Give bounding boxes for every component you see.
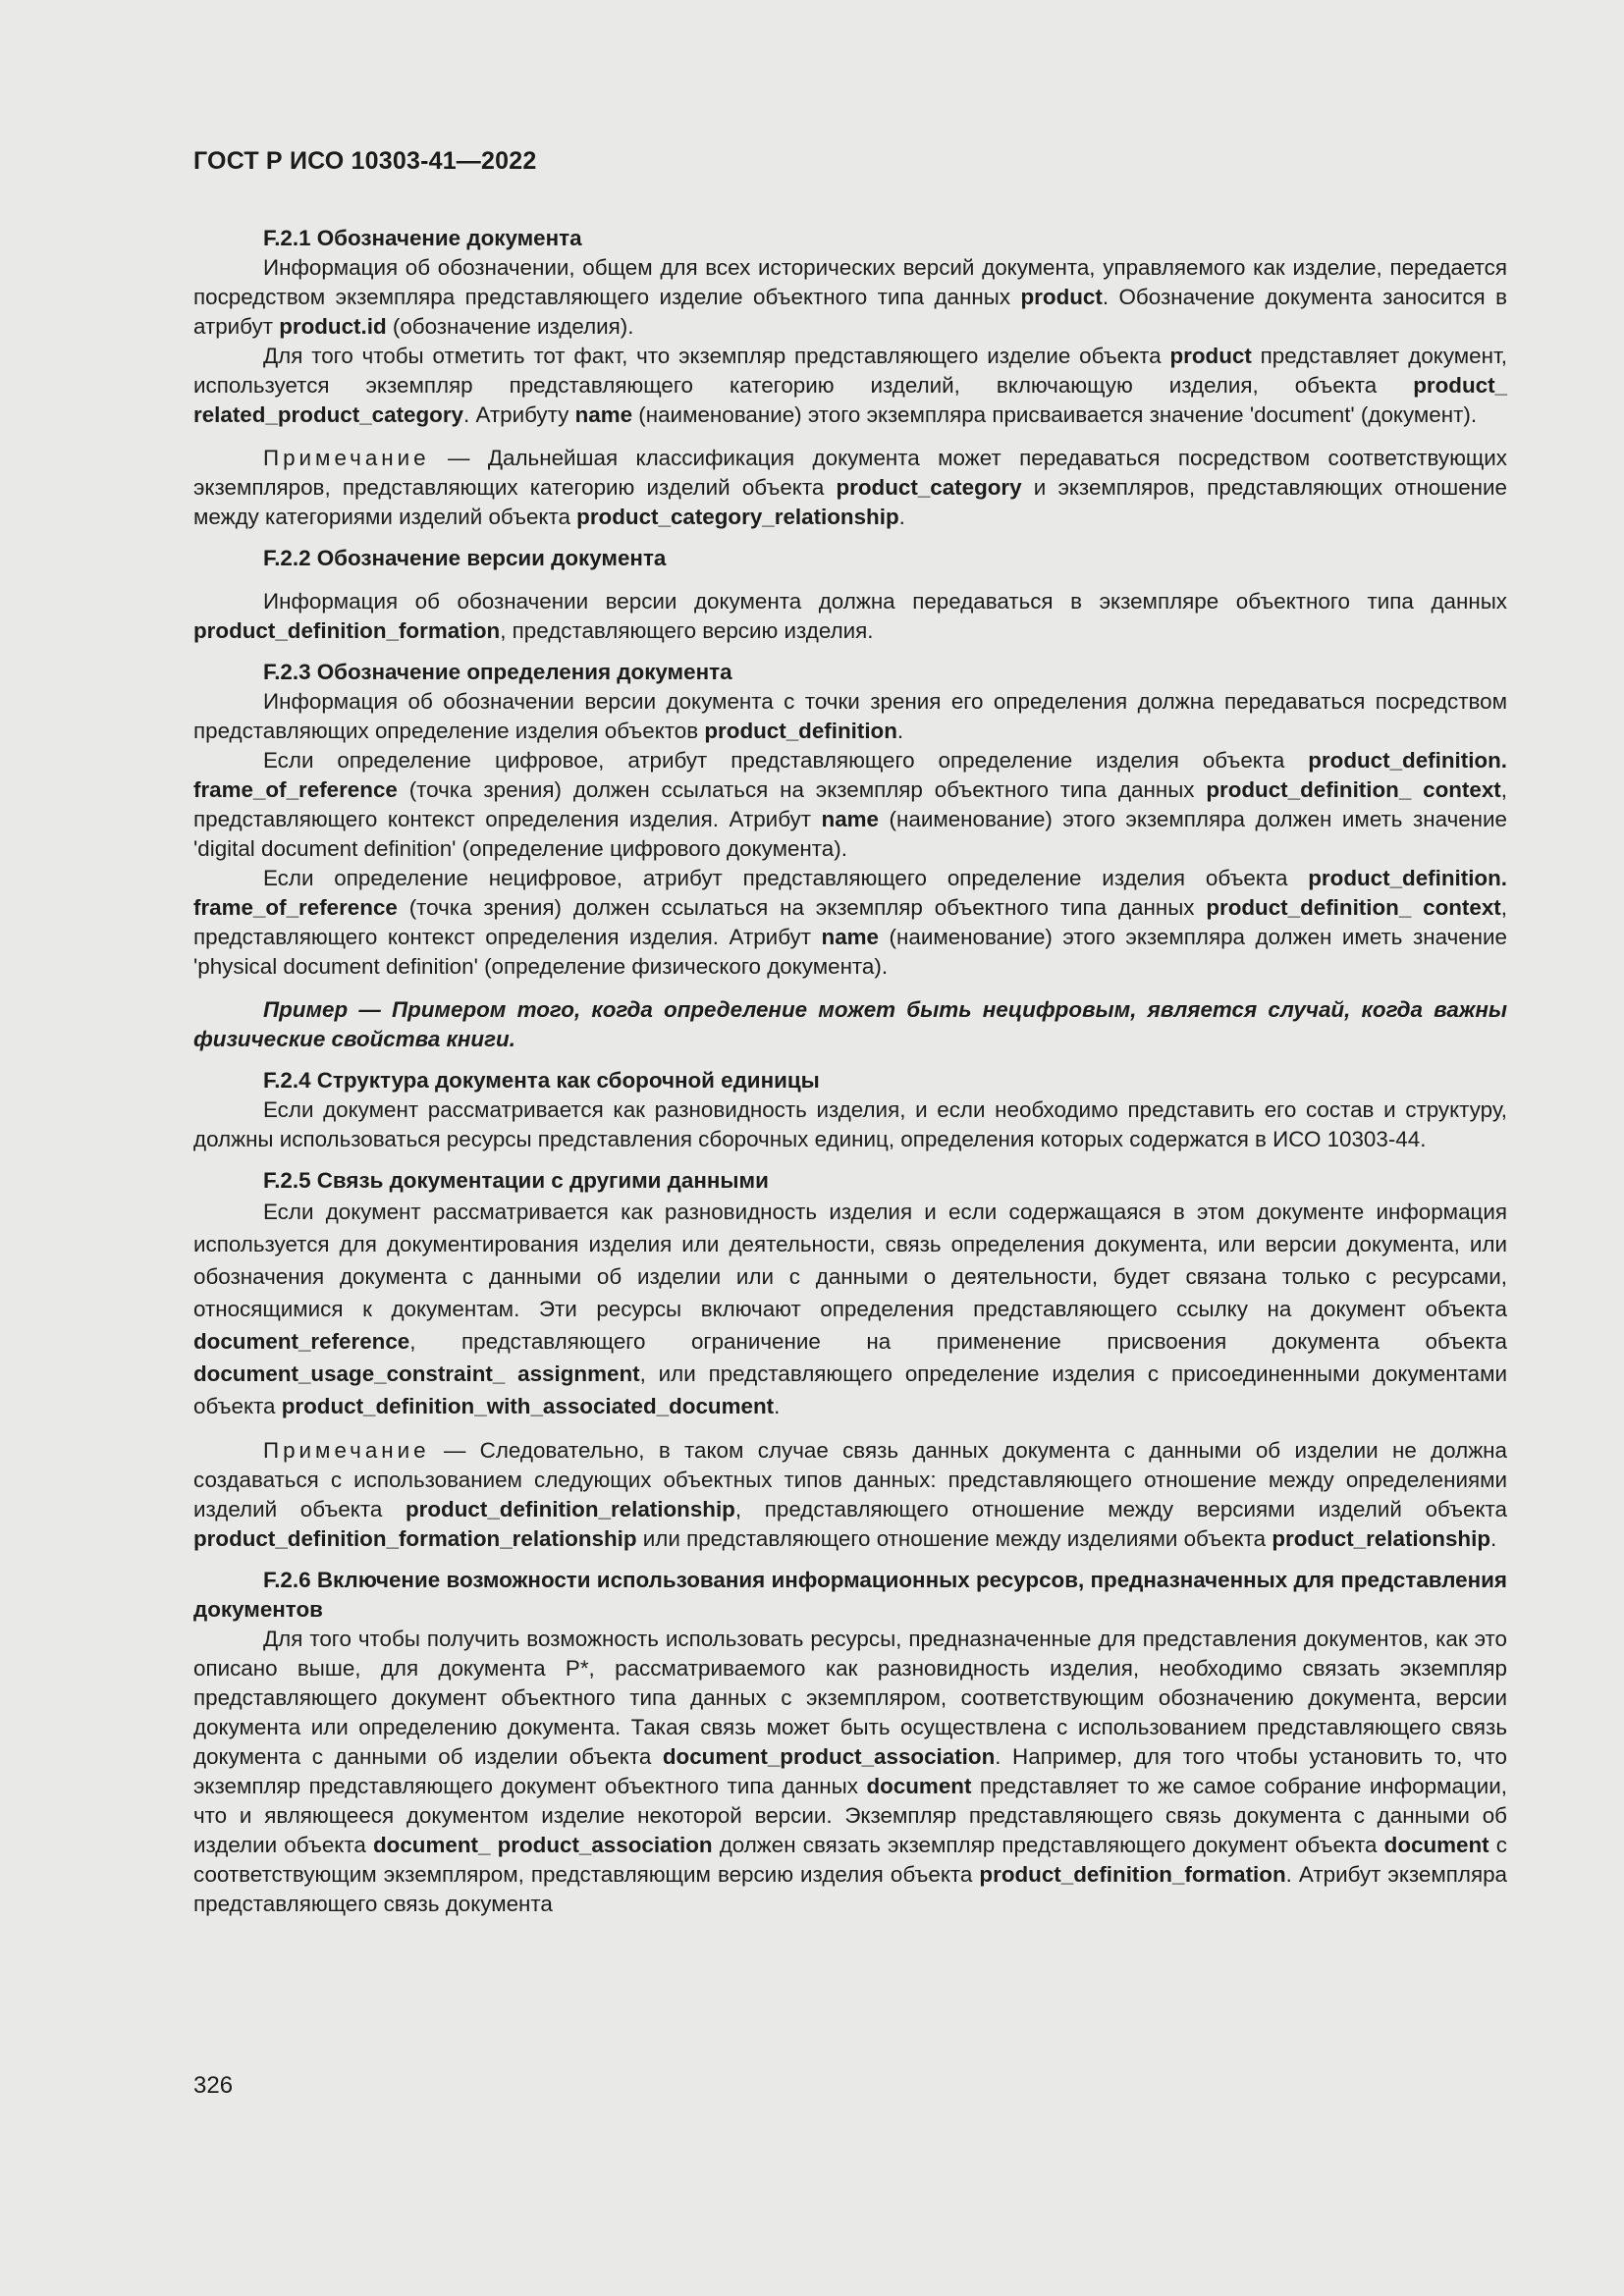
paragraph: Если определение нецифровое, атрибут представляющего определение изделия объекта product_definition. frame_of_reference (точка зрения) должен ссылаться на экземпляр объектного типа данных product_definition_ context, представляющего контекст определения изделия. Атрибут name (наименование) этого экземпляра должен иметь значение 'physical document definition' (определение физического документа). [193,866,1508,979]
section-heading: F.2.2 Обозначение версии документа [263,546,667,570]
paragraph: Если документ рассматривается как разновидность изделия и если содержащаяся в этом документе информация используется для документирования изделия или деятельности, связь определения документа, или версии документа, или обозначения документа с данными об изделии или с данными о деятельности, будет связана только с ресурсами, относящимися к документам. Эти ресурсы включают определения представляющего ссылку на документ объекта document_reference, представляющего ограничение на применение присвоения документа объекта document_usage_constraint_ assignment, или представляющего определение изделия с присоединенными документами объекта product_definition_with_associated_document. [193,1200,1507,1418]
paragraph: Для того чтобы получить возможность использовать ресурсы, предназначенные для представления документов, как это описано выше, для документа Р*, рассматриваемого как разновидность изделия, необходимо связать экземпляр представляющего документ объектного типа данных с экземпляром, соответствующим обозначению документа, версии документа или определению документа. Такая связь может быть осуществлена с использованием представляющего связь документа с данными об изделии объекта document_product_association. Например, для того чтобы установить то, что экземпляр представляющего документ объектного типа данных document представляет то же самое собрание информации, что и являющееся документом изделие некоторой версии. Экземпляр представляющего связь документа с данными об изделии объекта document_ product_association должен связать экземпляр представляющего документ объекта document с соответствующим экземпляром, представляющим версию изделия объекта product_definition_formation. Атрибут экземпляра представляющего связь документа [193,1627,1508,1916]
page-header: ГОСТ Р ИСО 10303-41—2022 [193,147,537,175]
section-heading: F.2.3 Обозначение определения документа [263,660,732,684]
page-content [193,224,1507,1919]
section-heading: F.2.5 Связь документации с другими данными [263,1168,769,1193]
paragraph: Информация об обозначении версии документа с точки зрения его определения должна передаваться посредством представляющих определение изделия объектов product_definition. [193,689,1507,743]
note: Примечание — Дальнейшая классификация документа может передаваться посредством соответствующих экземпляров, представляющих категорию изделий объекта product_category и экземпляров, представляющих отношение между категориями изделий объекта product_category_relationship. [193,446,1507,529]
page-number: 326 [193,2072,234,2099]
section-heading: F.2.1 Обозначение документа [263,226,582,250]
paragraph: Если определение цифровое, атрибут представляющего определение изделия объекта product_definition. frame_of_reference (точка зрения) должен ссылаться на экземпляр объектного типа данных product_definition_ context, представляющего контекст определения изделия. Атрибут name (наименование) этого экземпляра должен иметь значение 'digital document definition' (определение цифрового документа). [193,748,1508,861]
paragraph: Если документ рассматривается как разновидность изделия, и если необходимо представить его состав и структуру, должны использоваться ресурсы представления сборочных единиц, определения которых содержатся в ИСО 10303-44. [193,1097,1507,1151]
note: Примечание — Следовательно, в таком случае связь данных документа с данными об изделии не должна создаваться с использованием следующих объектных типов данных: представляющего отношение между определениями изделий объекта product_definition_relationship, представляющего отношение между версиями изделий объекта product_definition_formation_relationship или представляющего отношение между изделиями объекта product_relationship. [193,1438,1508,1551]
example: Пример — Примером того, когда определение может быть нецифровым, является случай, когда важны физические свойства книги. [193,997,1507,1051]
section-heading: F.2.6 Включение возможности использования информационных ресурсов, предназначенных для представления документов [193,1568,1507,1622]
paragraph: Информация об обозначении, общем для всех исторических версий документа, управляемого как изделие, передается посредством экземпляра представляющего изделие объектного типа данных product. Обозначение документа заносится в атрибут product.id (обозначение изделия). [193,255,1508,339]
paragraph: Для того чтобы отметить тот факт, что экземпляр представляющего изделие объекта product представляет документ, используется экземпляр представляющего категорию изделий, включающую изделия, объекта product_ related_product_category. Атрибуту name (наименование) этого экземпляра присваивается значение 'document' (документ). [193,344,1507,427]
section-heading: F.2.4 Структура документа как сборочной единицы [263,1068,820,1093]
paragraph: Информация об обозначении версии документа должна передаваться в экземпляре объектного типа данных product_definition_formation, представляющего версию изделия. [193,589,1507,643]
